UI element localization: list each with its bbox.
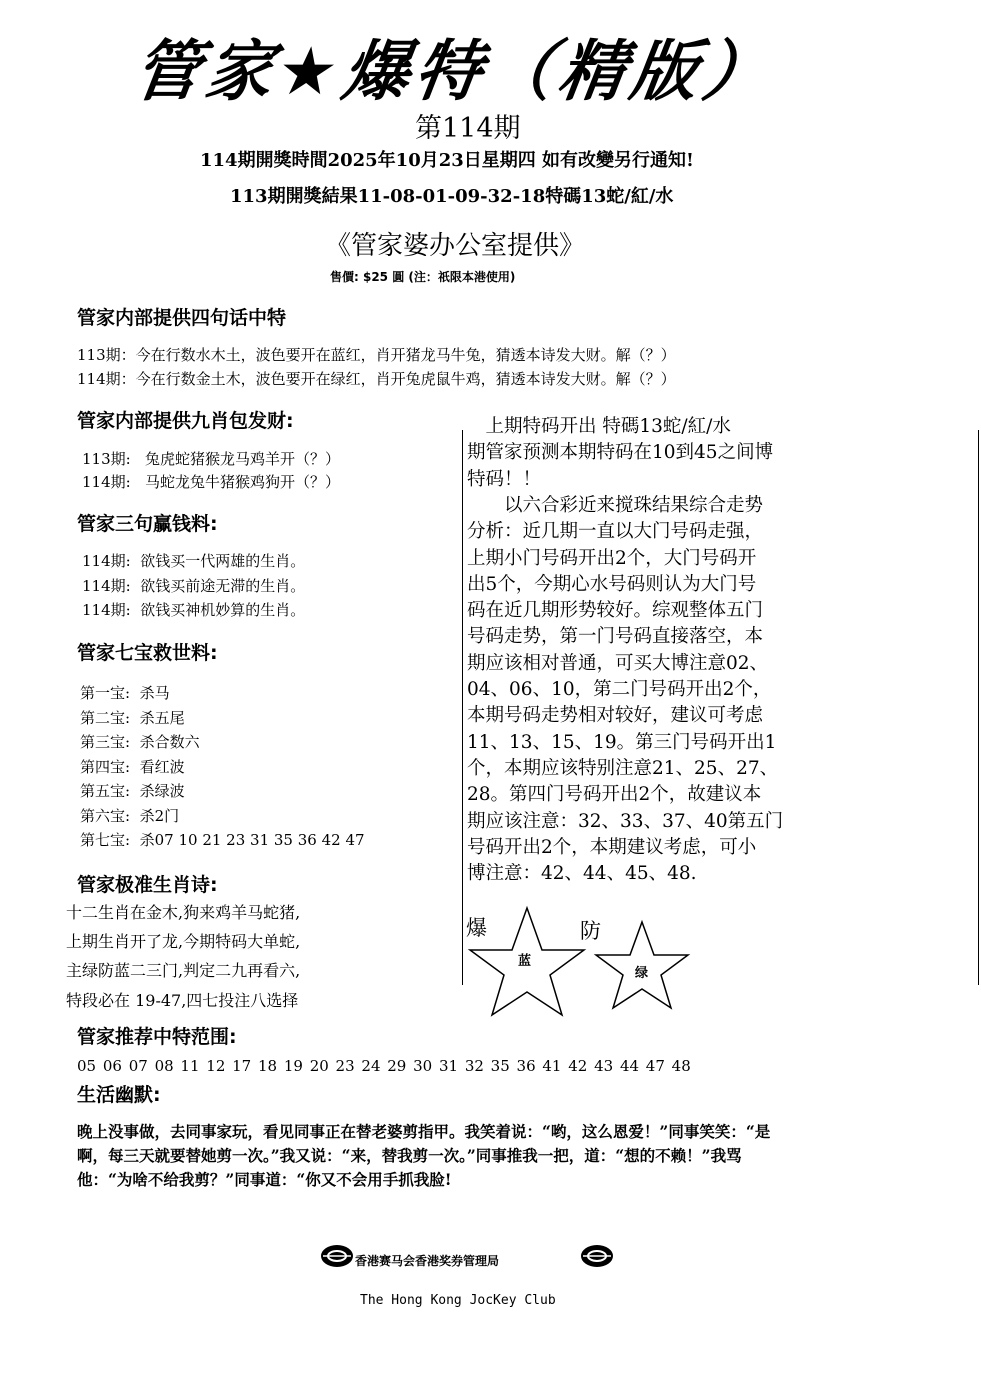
- nine-zodiac-item: [82, 471, 340, 492]
- provider: 《管家婆办公室提供》: [325, 231, 586, 261]
- last-result: 113期開獎結果11-08-01-09-32-18特碼13蛇/紅/水: [230, 186, 674, 207]
- analysis-line: 出5个，今期心水号码则认为大门号: [467, 573, 757, 595]
- footer-org-cn: 香港赛马会香港奖券管理局: [355, 1254, 500, 1268]
- item-text: 欲钱买前途无滞的生肖。: [140, 577, 306, 595]
- analysis-line: 11、13、15、19。第三门号码开出1: [467, 731, 777, 753]
- analysis-line: 号码走势，第一门号码直接落空，本: [467, 626, 764, 648]
- analysis-line: 上期特码开出 特碼13蛇/紅/水: [467, 416, 731, 437]
- humor-line: 他：“为啥不给我剪？”同事道：“你又不会用手抓我脸!: [77, 1170, 452, 1189]
- treasure-label: 第一宝:: [80, 684, 131, 702]
- humor-line: 晚上没事做，去同事家玩，看见同事正在替老婆剪指甲。我笑着说：“哟，这么恩爱！”同事笑笑：“是: [77, 1122, 771, 1141]
- item-text: 欲钱买神机妙算的生肖。: [140, 601, 306, 619]
- three-lines-item: [82, 550, 305, 571]
- poem-line: 特段必在 19-47,四七投注八选择: [66, 991, 299, 1010]
- footer-org-en: The Hong Kong JocKey Club: [360, 1293, 556, 1308]
- star-inner-label: 绿: [635, 966, 649, 981]
- star-inner-label: 蓝: [518, 954, 532, 969]
- analysis-line: 期应该注意：32、33、37、40第五门: [467, 810, 784, 832]
- humor-heading: 生活幽默:: [77, 1084, 161, 1106]
- treasure-item: [80, 805, 179, 826]
- analysis-line: 码在近几期形势较好。综观整体五门: [467, 600, 764, 622]
- draw-time: 114期開獎時間2025年10月23日星期四 如有改變另行通知!: [200, 150, 694, 171]
- analysis-line: 上期小门号码开出2个，大门号码开: [467, 547, 757, 569]
- star-label: 爆: [466, 916, 487, 940]
- treasure-label: 第四宝:: [80, 757, 131, 776]
- issue-number: 第114期: [415, 113, 521, 144]
- analysis-line: 博注意：42、44、45、48.: [467, 863, 697, 885]
- poem-line: 十二生肖在金木,狗来鸡羊马蛇猪,: [66, 903, 301, 922]
- analysis-line: 个，本期应该特别注意21、25、27、: [467, 757, 779, 779]
- treasure-item: [80, 707, 185, 728]
- treasure-text: 杀07 10 21 23 31 35 36 42 47: [139, 831, 365, 849]
- period: 113期:: [82, 450, 131, 468]
- treasure-text: 杀马: [139, 684, 170, 702]
- poem-line: 上期生肖开了龙,今期特码大单蛇,: [66, 932, 301, 951]
- nine-zodiac-heading: 管家内部提供九肖包发财:: [77, 410, 294, 432]
- jockey-club-logo-icon: [580, 1243, 614, 1269]
- four-lines-item: 113期：今在行数水木土，波色要开在蓝红，肖开猪龙马牛兔，猜透本诗发大财。解（？）: [77, 346, 676, 364]
- seven-treasures-heading: 管家七宝救世料:: [77, 642, 218, 664]
- treasure-item: [80, 731, 200, 752]
- item-text: 马蛇龙兔牛猪猴鸡狗开（？）: [145, 473, 341, 491]
- three-lines-item: [82, 599, 305, 620]
- poem-heading: 管家极准生肖诗:: [77, 874, 218, 896]
- treasure-label: 第三宝:: [80, 733, 131, 751]
- three-lines-heading: 管家三句赢钱料:: [77, 513, 218, 535]
- treasure-text: 杀合数六: [139, 733, 200, 751]
- treasure-item: [80, 780, 185, 801]
- analysis-line: 以六合彩近来搅珠结果综合走势: [467, 494, 764, 516]
- treasure-item: [80, 829, 365, 850]
- treasure-item: [80, 682, 170, 703]
- treasure-text: 杀绿波: [139, 782, 185, 800]
- page-title: 管家★爆特（精版）: [128, 33, 781, 110]
- treasure-text: 杀五尾: [139, 708, 185, 727]
- treasure-label: 第二宝:: [80, 708, 131, 727]
- jockey-club-logo-icon: [320, 1243, 354, 1269]
- three-lines-item: [82, 575, 305, 596]
- analysis-line: 本期号码走势相对较好，建议可考虑: [467, 705, 764, 727]
- treasure-text: 看红波: [139, 757, 185, 776]
- item-text: 欲钱买一代两雄的生肖。: [140, 552, 306, 570]
- analysis-line: 特码！！: [467, 468, 542, 490]
- treasure-label: 第七宝:: [80, 831, 131, 849]
- four-lines-item: 114期：今在行数金土木，波色要开在绿红，肖开兔虎鼠牛鸡，猜透本诗发大财。解（？）: [77, 370, 676, 388]
- analysis-line: 04、06、10，第二门号码开出2个，: [467, 679, 772, 700]
- analysis-line: 期应该相对普通，可买大博注意02、: [467, 652, 769, 674]
- humor-line: 啊，每三天就要替她剪一次。”我又说：“来，替我剪一次。”同事推我一把，道：“想的不赖！”我骂: [77, 1146, 742, 1165]
- period: 114期:: [82, 552, 131, 570]
- nine-zodiac-item: [82, 448, 340, 469]
- range-numbers: 05 06 07 08 11 12 17 18 19 20 23 24 29 30 31 32 35 36 41 42 43 44 47 48: [77, 1057, 691, 1075]
- period: 114期:: [82, 473, 131, 491]
- period: 114期:: [82, 601, 131, 619]
- analysis-line: 期管家预测本期特码在10到45之间博: [467, 442, 774, 464]
- analysis-line: 分析：近几期一直以大门号码走强，: [467, 521, 764, 543]
- treasure-text: 杀2门: [139, 806, 180, 825]
- period: 114期:: [82, 577, 131, 595]
- poem-line: 主绿防蓝二三门,判定二九再看六,: [66, 961, 301, 980]
- price: 售價: $25 圓 (注：祇限本港使用): [330, 270, 516, 284]
- range-heading: 管家推荐中特范围:: [77, 1026, 237, 1048]
- treasure-item: [80, 756, 185, 777]
- item-text: 兔虎蛇猪猴龙马鸡羊开（？）: [145, 450, 341, 468]
- treasure-label: 第五宝:: [80, 782, 131, 800]
- analysis-line: 号码开出2个，本期建议考虑，可小: [467, 836, 757, 858]
- analysis-line: 28。第四门号码开出2个，故建议本: [467, 784, 762, 806]
- four-lines-heading: 管家内部提供四句话中特: [77, 307, 287, 329]
- treasure-label: 第六宝:: [80, 806, 131, 825]
- star-label: 防: [580, 919, 601, 943]
